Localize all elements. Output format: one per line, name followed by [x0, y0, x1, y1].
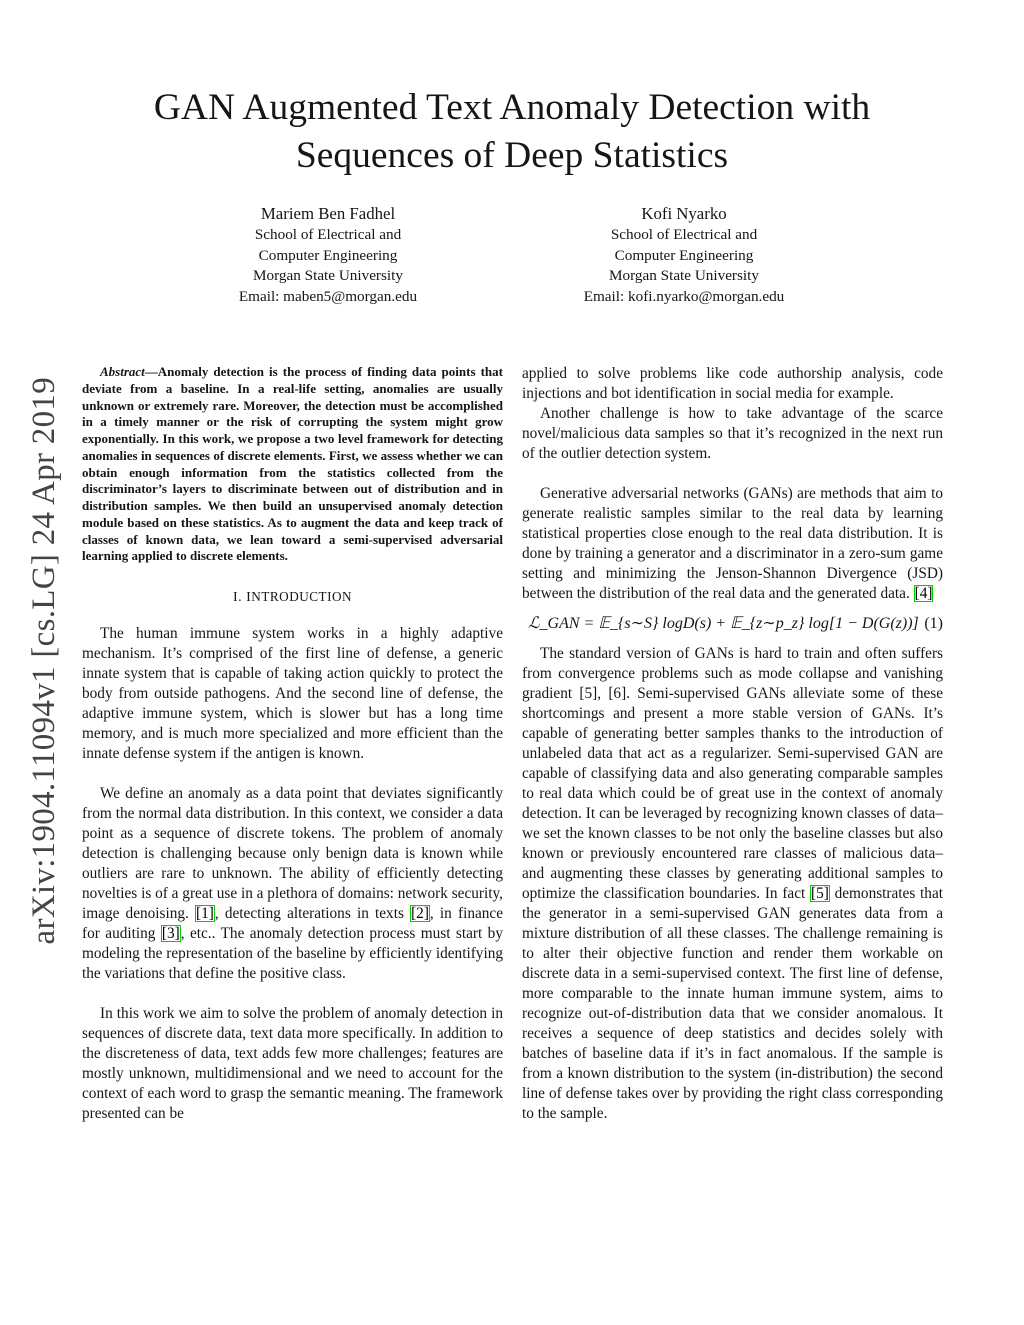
author-email: Email: maben5@morgan.edu	[238, 287, 418, 305]
author-dept-line2: Computer Engineering	[258, 246, 398, 264]
citation-link-2[interactable]: [2]	[411, 905, 429, 922]
author-dept-line2: Computer Engineering	[614, 246, 754, 264]
right-paragraph-semi-supervised	[522, 644, 943, 1124]
paragraph-text: Generative adversarial networks (GANs) are methods that aim to generate realistic samples similar to the real data by learning statistical properties close enough to the real data distribution. It is done by training a generator and a discriminator in a zero-sum game setting and minimizing the Jenson-Shannon Divergence (JSD) between the distribution of the real data and the generated data.	[522, 485, 943, 602]
author-block-1	[178, 203, 478, 307]
paragraph-text: The standard version of GANs is hard to train and often suffers from convergence problems such as mode collapse and vanishing gradient [5], [6]. Semi-supervised GANs alleviate some of these shortcomings and present a more stable version of GANs. It’s capable of generating better samples thanks to the introduction of unlabeled data that act as a regularizer. Semi-supervised GAN are capable of classifying data and also generating comparable samples to real data which could be of great use in the context of anomaly detection. It can be leveraged by recognizing known classes of data– we set the known classes to be not only the baseline classes but also known or previously encountered rare classes of malicious data– and augmenting these classes by generating additional samples to optimize the classification boundaries. In fact	[522, 645, 943, 902]
right-column	[522, 364, 943, 1124]
author-university: Morgan State University	[253, 267, 403, 285]
paper-title: GAN Augmented Text Anomaly Detection with Sequences of Deep Statistics	[153, 87, 871, 176]
author-email: Email: kofi.nyarko@morgan.edu	[583, 287, 785, 305]
citation-link-4[interactable]: [4]	[914, 585, 933, 602]
abstract-text: —Anomaly detection is the process of finding data points that deviate from a baseline. In a real-life setting, anomalies are usually unknown or extremely rare. Moreover, the detection must be accomplished in a timely manner or the risk of corrupting the system might grow exponentially. In this work, we propose a two level framework for detecting anomalies in sequences of discrete elements. First, we assess whether we can obtain enough information from the statistics collected from the discriminator’s layers to discriminate between out of distribution and in distribution samples. We then build an unsupervised anomaly detection module based on these statistics. As to augment the data and keep track of classes of known data, we lean toward a semi-supervised adversarial learning applied to discrete elements.	[82, 364, 503, 564]
right-paragraph-continued: applied to solve problems like code authorship analysis, code injections and bot identification in social media for example.	[522, 365, 943, 402]
right-paragraph-gans	[522, 484, 943, 604]
paragraph-text: , detecting alterations in texts	[214, 905, 411, 922]
arxiv-identifier	[22, 352, 66, 970]
abstract	[82, 364, 503, 565]
author-name: Kofi Nyarko	[641, 204, 727, 223]
left-column	[82, 364, 503, 1124]
paragraph-text: , etc.. The anomaly detection process must start by modeling the representation of the baseline by efficiently identifying the variations that define the positive class.	[82, 925, 503, 982]
author-name: Mariem Ben Fadhel	[260, 204, 396, 223]
author-dept-line1: School of Electrical and	[254, 226, 402, 243]
abstract-label: Abstract	[100, 364, 145, 379]
intro-paragraph-2	[82, 784, 503, 984]
equation-number: (1)	[924, 615, 943, 632]
author-dept-line1: School of Electrical and	[610, 226, 758, 243]
paragraph-text: We define an anomaly as a data point that deviates significantly from the normal data distribution. In this context, we consider a data point as a sequence of discrete tokens. The problem of anomaly detection is challenging because only benign data is known while outliers are rare to unknown. The ability of efficiently detecting novelties is of a great use in a plethora of domains: network security, image denoising.	[82, 785, 503, 922]
author-university: Morgan State University	[609, 267, 759, 285]
intro-paragraph-1: The human immune system works in a highly adaptive mechanism. It’s comprised of the first line of defense, a generic innate system that is capable of taking action quickly to protect the body from outside pathogens. And the second line of defense, the adaptive immune system, which is slower but has a long time memory, and is much more specialized and more efficient than the innate defense system if the antigen is known.	[82, 625, 503, 762]
section-heading-introduction	[82, 587, 503, 608]
section-title-initial: I	[246, 590, 252, 605]
equation-body: ℒ_GAN = 𝔼_{s∼S} logD(s) + 𝔼_{z∼p_z} log[1 − D(G(z))]	[528, 615, 919, 632]
author-block-2	[534, 203, 834, 307]
section-number: I.	[232, 590, 247, 605]
intro-paragraph-3: In this work we aim to solve the problem of anomaly detection in sequences of discrete data, text data more specifically. In addition to the discreteness of data, text adds few more challenges; features are mostly unknown, multidimensional and we need to account for the context of each word to grasp the semantic meaning. The framework presented can be	[82, 1005, 503, 1122]
equation-1	[522, 610, 943, 638]
arxiv-identifier-text: arXiv:1904.11094v1 [cs.LG] 24 Apr 2019	[25, 377, 62, 945]
paragraph-text: demonstrates that the generator in a semi-supervised GAN generates data from a mixture distribution of all these classes. The challenge remaining is to alter their objective function and render them workable on discrete data in a semi-supervised context. The first line of defense, more comparable to the innate human immune system, aims to recognize out-of-distribution data that we consider anomalous. It receives a sequence of deep statistics and decides solely with batches of baseline data if it’s in fact anomalous. If the sample is from a known distribution to the system (in-distribution) the second line of defense takes over by providing the right class corresponding to the sample.	[522, 885, 943, 1122]
citation-link-1[interactable]: [1]	[196, 905, 214, 922]
paragraph-text: , in finance for auditing	[82, 905, 503, 942]
section-title-rest: NTRODUCTION	[251, 589, 353, 604]
citation-link-3[interactable]: [3]	[161, 925, 180, 942]
citation-link-5[interactable]: [5]	[811, 885, 829, 902]
right-paragraph-1: Another challenge is how to take advantage of the scarce novel/malicious data samples so that it’s recognized in the next run of the outlier detection system.	[522, 405, 943, 462]
